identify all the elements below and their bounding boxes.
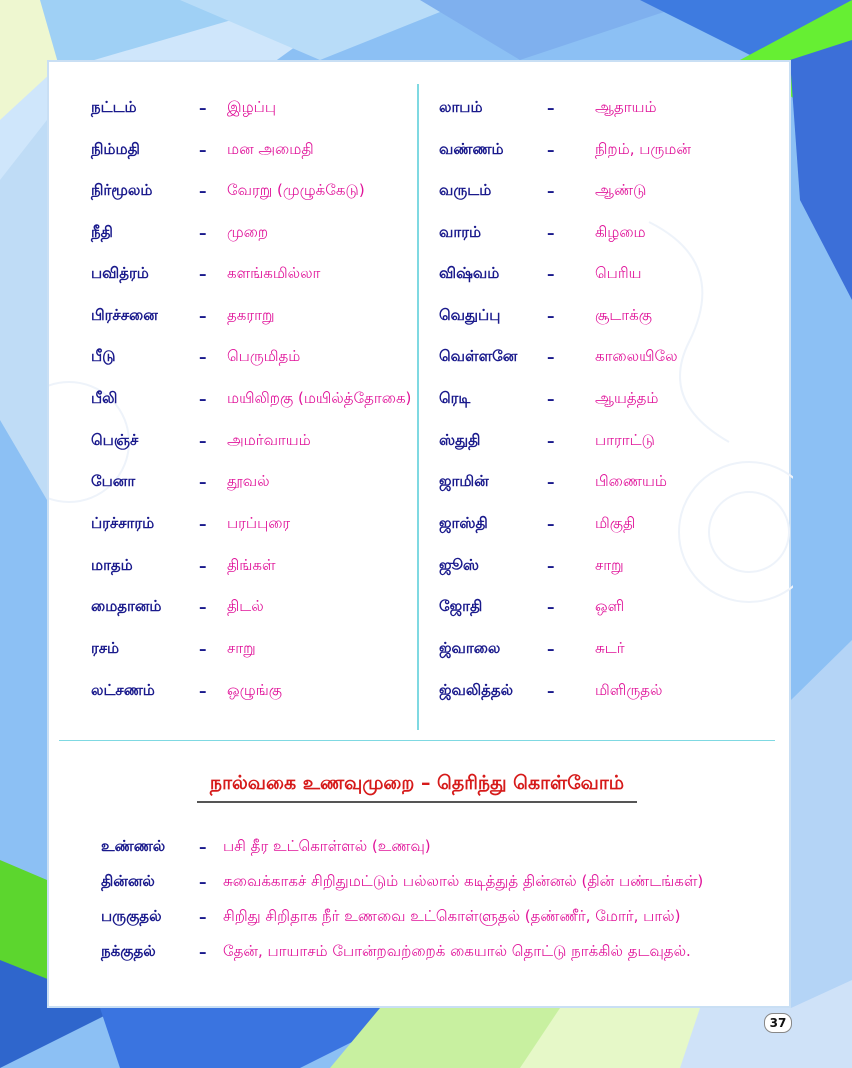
dash: – bbox=[199, 598, 207, 616]
dash: – bbox=[547, 224, 555, 242]
dash: – bbox=[199, 307, 207, 325]
glossary-meaning: இழப்பு bbox=[227, 98, 276, 116]
glossary-meaning: சாறு bbox=[227, 639, 256, 657]
glossary-word: ஜூஸ் bbox=[439, 556, 479, 574]
glossary-word: விஷ்வம் bbox=[439, 264, 500, 282]
glossary-row bbox=[91, 96, 276, 120]
dash: – bbox=[199, 557, 207, 575]
dash: – bbox=[547, 640, 555, 658]
glossary-row bbox=[91, 221, 268, 245]
food-mode-row bbox=[101, 940, 691, 964]
glossary-row bbox=[439, 138, 691, 162]
glossary-word: லட்சணம் bbox=[91, 681, 155, 699]
glossary-row bbox=[91, 554, 276, 578]
dash: – bbox=[199, 390, 207, 408]
glossary-word: மைதானம் bbox=[91, 597, 162, 615]
glossary-word: ஜ்வலித்தல் bbox=[439, 681, 514, 699]
glossary-meaning: ஆதாயம் bbox=[595, 98, 657, 116]
glossary-word: பெஞ்ச் bbox=[91, 431, 139, 449]
dash: – bbox=[199, 682, 207, 700]
glossary-meaning: மிளிருதல் bbox=[595, 681, 663, 699]
glossary-row bbox=[439, 679, 662, 703]
glossary-row bbox=[439, 595, 624, 619]
glossary-meaning: தூவல் bbox=[227, 472, 270, 490]
food-mode-row bbox=[101, 835, 431, 859]
dash: – bbox=[547, 307, 555, 325]
glossary-grid bbox=[49, 62, 793, 732]
glossary-word: பேனா bbox=[91, 472, 136, 490]
dash: – bbox=[199, 182, 207, 200]
glossary-row bbox=[439, 345, 678, 369]
glossary-word: வருடம் bbox=[439, 181, 492, 199]
glossary-meaning: ஒளி bbox=[595, 597, 625, 615]
dash: – bbox=[199, 224, 207, 242]
glossary-word: பீடு bbox=[91, 347, 116, 365]
food-mode-meaning: தேன், பாயாசம் போன்றவற்றைக் கையால் தொட்டு நாக்கில் தடவுதல். bbox=[223, 942, 691, 960]
dash: – bbox=[547, 265, 555, 283]
food-mode-row bbox=[101, 905, 680, 929]
glossary-row bbox=[91, 637, 256, 661]
glossary-meaning: சுடர் bbox=[595, 639, 625, 657]
glossary-meaning: பிணையம் bbox=[595, 472, 667, 490]
glossary-word: பவித்ரம் bbox=[91, 264, 149, 282]
dash: – bbox=[199, 908, 207, 926]
dash: – bbox=[547, 99, 555, 117]
glossary-word: ரசம் bbox=[91, 639, 120, 657]
glossary-row bbox=[439, 96, 657, 120]
glossary-meaning: தகராறு bbox=[227, 306, 275, 324]
glossary-row bbox=[91, 304, 275, 328]
glossary-meaning: கிழமை bbox=[595, 223, 646, 241]
glossary-word: ரெடி bbox=[439, 389, 471, 407]
food-mode-row bbox=[101, 870, 703, 894]
glossary-meaning: முறை bbox=[227, 223, 269, 241]
dash: – bbox=[199, 99, 207, 117]
dash: – bbox=[199, 432, 207, 450]
glossary-meaning: திடல் bbox=[227, 597, 264, 615]
glossary-word: ஜாஸ்தி bbox=[439, 514, 488, 532]
glossary-word: ஜாமின் bbox=[439, 472, 489, 490]
glossary-meaning: பரப்புரை bbox=[227, 514, 291, 532]
glossary-row bbox=[91, 470, 270, 494]
glossary-meaning: களங்கமில்லா bbox=[227, 264, 321, 282]
dash: – bbox=[199, 943, 207, 961]
glossary-word: நட்டம் bbox=[91, 98, 137, 116]
glossary-meaning: ஆண்டு bbox=[595, 181, 647, 199]
glossary-row bbox=[439, 221, 646, 245]
glossary-row bbox=[91, 512, 290, 536]
dash: – bbox=[199, 838, 207, 856]
dash: – bbox=[547, 432, 555, 450]
dash: – bbox=[199, 640, 207, 658]
glossary-row bbox=[91, 387, 411, 411]
glossary-word: ஜ்வாலை bbox=[439, 639, 501, 657]
glossary-meaning: பாராட்டு bbox=[595, 431, 655, 449]
glossary-row bbox=[91, 679, 282, 703]
dash: – bbox=[547, 348, 555, 366]
glossary-row bbox=[91, 429, 311, 453]
glossary-meaning: பெருமிதம் bbox=[227, 347, 301, 365]
glossary-row bbox=[91, 345, 300, 369]
food-mode-word: பருகுதல் bbox=[101, 907, 162, 925]
glossary-row bbox=[439, 179, 646, 203]
dash: – bbox=[547, 682, 555, 700]
food-mode-word: தின்னல் bbox=[101, 872, 155, 890]
glossary-row bbox=[91, 179, 365, 203]
glossary-row bbox=[439, 304, 652, 328]
food-mode-meaning: சுவைக்காகச் சிறிதுமட்டும் பல்லால் கடித்துத் தின்னல் (தின் பண்டங்கள்) bbox=[223, 872, 704, 890]
glossary-word: மாதம் bbox=[91, 556, 133, 574]
glossary-row bbox=[439, 512, 635, 536]
glossary-row bbox=[439, 262, 642, 286]
glossary-meaning: ஆயத்தம் bbox=[595, 389, 659, 407]
glossary-word: வாரம் bbox=[439, 223, 482, 241]
dash: – bbox=[547, 390, 555, 408]
glossary-word: லாபம் bbox=[439, 98, 483, 116]
section-heading: நால்வகை உணவுமுறை – தெரிந்து கொள்வோம் bbox=[197, 772, 637, 803]
glossary-meaning: மன அமைதி bbox=[227, 140, 314, 158]
food-mode-meaning: பசி தீர உட்கொள்ளல் (உணவு) bbox=[223, 837, 431, 855]
glossary-row bbox=[439, 387, 658, 411]
dash: – bbox=[547, 598, 555, 616]
food-mode-word: நக்குதல் bbox=[101, 942, 156, 960]
glossary-meaning: மயிலிறகு (மயில்த்தோகை) bbox=[227, 389, 412, 407]
glossary-row bbox=[439, 429, 655, 453]
glossary-word: ஜோதி bbox=[439, 597, 483, 615]
dash: – bbox=[199, 265, 207, 283]
dash: – bbox=[199, 473, 207, 491]
glossary-meaning: ஒழுங்கு bbox=[227, 681, 282, 699]
glossary-row bbox=[439, 470, 667, 494]
glossary-word: வெதுப்பு bbox=[439, 306, 501, 324]
glossary-word: நீதி bbox=[91, 223, 113, 241]
glossary-meaning: சூடாக்கு bbox=[595, 306, 652, 324]
dash: – bbox=[547, 182, 555, 200]
glossary-word: வண்ணம் bbox=[439, 140, 504, 158]
glossary-meaning: மிகுதி bbox=[595, 514, 636, 532]
glossary-word: நிர்மூலம் bbox=[91, 181, 153, 199]
glossary-word: ப்ரச்சாரம் bbox=[91, 514, 155, 532]
dash: – bbox=[547, 473, 555, 491]
glossary-meaning: காலையிலே bbox=[595, 347, 678, 365]
food-mode-word: உண்ணல் bbox=[101, 837, 166, 855]
glossary-row bbox=[91, 595, 264, 619]
section-divider bbox=[59, 740, 775, 741]
dash: – bbox=[547, 515, 555, 533]
glossary-meaning: வேரறு (முழுக்கேடு) bbox=[227, 181, 365, 199]
glossary-meaning: திங்கள் bbox=[227, 556, 276, 574]
glossary-word: வெள்ளனே bbox=[439, 347, 518, 365]
glossary-meaning: நிறம், பருமன் bbox=[595, 140, 691, 158]
page-number: 37 bbox=[764, 1013, 792, 1033]
glossary-row bbox=[91, 138, 314, 162]
dash: – bbox=[199, 515, 207, 533]
content-card bbox=[47, 60, 791, 1008]
glossary-word: பிரச்சனை bbox=[91, 306, 158, 324]
glossary-row bbox=[439, 637, 625, 661]
dash: – bbox=[199, 348, 207, 366]
dash: – bbox=[199, 873, 207, 891]
glossary-meaning: அமர்வாயம் bbox=[227, 431, 311, 449]
food-mode-meaning: சிறிது சிறிதாக நீர் உணவை உட்கொள்ளுதல் (தண்ணீர், மோர், பால்) bbox=[223, 907, 681, 925]
glossary-row bbox=[439, 554, 624, 578]
dash: – bbox=[547, 557, 555, 575]
glossary-word: பீலி bbox=[91, 389, 118, 407]
glossary-meaning: பெரிய bbox=[595, 264, 642, 282]
glossary-row bbox=[91, 262, 320, 286]
glossary-word: நிம்மதி bbox=[91, 140, 140, 158]
dash: – bbox=[199, 141, 207, 159]
glossary-meaning: சாறு bbox=[595, 556, 624, 574]
glossary-word: ஸ்துதி bbox=[439, 431, 481, 449]
dash: – bbox=[547, 141, 555, 159]
